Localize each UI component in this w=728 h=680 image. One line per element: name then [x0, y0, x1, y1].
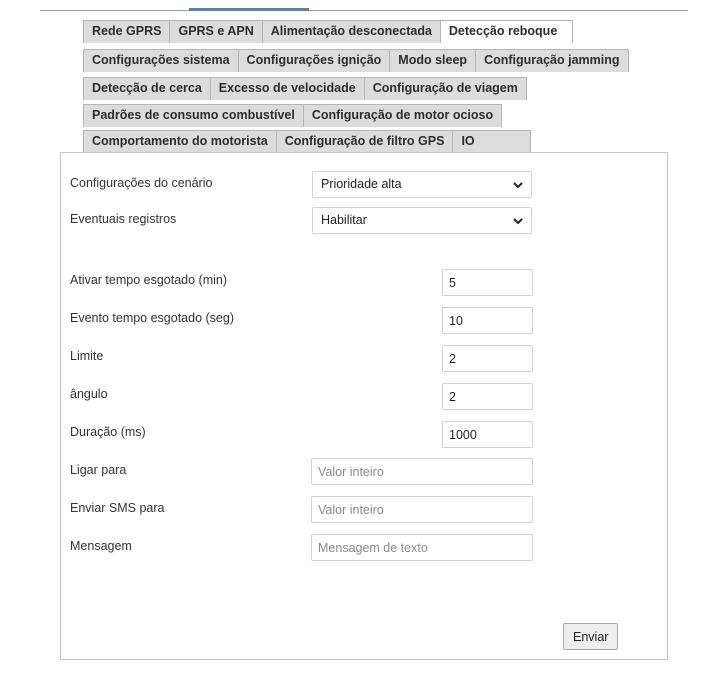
activation-timeout-label: Ativar tempo esgotado (min) — [70, 273, 228, 287]
top-divider — [40, 10, 688, 11]
tab-deteccao-reboque[interactable]: Detecção reboque — [440, 20, 573, 43]
scenario-select-value: Prioridade alta — [321, 177, 402, 191]
call-label: Ligar para — [70, 463, 127, 477]
submit-button[interactable]: Enviar — [563, 623, 618, 650]
sms-label: Enviar SMS para — [70, 501, 165, 515]
tab-gprs-apn[interactable]: GPRS e APN — [169, 20, 262, 43]
tab-deteccao-cerca[interactable]: Detecção de cerca — [83, 77, 211, 100]
records-select[interactable] — [312, 207, 532, 234]
event-timeout-label: Evento tempo esgotado (seg) — [70, 311, 234, 325]
tab-io[interactable]: IO — [452, 130, 531, 153]
activation-timeout-input[interactable] — [442, 269, 533, 296]
duration-label: Duração (ms) — [70, 425, 146, 439]
limit-input[interactable] — [442, 345, 533, 372]
tab-row-3 — [83, 77, 526, 100]
scenario-label: Configurações do cenário — [70, 176, 213, 190]
tab-configuracao-viagem[interactable]: Configuração de viagem — [364, 77, 527, 100]
records-select-value: Habilitar — [321, 213, 367, 227]
angle-input[interactable] — [442, 383, 533, 410]
tab-configuracoes-sistema[interactable]: Configurações sistema — [83, 49, 239, 72]
message-label: Mensagem — [70, 539, 132, 553]
limit-label: Limite — [70, 349, 104, 363]
call-input[interactable] — [311, 458, 533, 485]
tab-excesso-velocidade[interactable]: Excesso de velocidade — [210, 77, 365, 100]
angle-label: ângulo — [70, 387, 108, 401]
records-label: Eventuais registros — [70, 212, 177, 226]
chevron-down-icon — [511, 214, 525, 228]
chevron-down-icon — [511, 178, 525, 192]
tab-filtro-gps[interactable]: Configuração de filtro GPS — [276, 130, 454, 153]
message-input[interactable] — [311, 534, 533, 561]
tab-row-1 — [83, 20, 572, 43]
tab-configuracao-jamming[interactable]: Configuração jamming — [475, 49, 628, 72]
event-timeout-input[interactable] — [442, 307, 533, 334]
tab-comportamento-motorista[interactable]: Comportamento do motorista — [83, 130, 277, 153]
tab-row-5 — [83, 130, 530, 153]
scenario-select[interactable] — [312, 171, 532, 198]
sms-input[interactable] — [311, 496, 533, 523]
tab-row-2 — [83, 49, 628, 72]
tab-rede-gprs[interactable]: Rede GPRS — [83, 20, 170, 43]
tab-motor-ocioso[interactable]: Configuração de motor ocioso — [303, 104, 502, 127]
tab-modo-sleep[interactable]: Modo sleep — [389, 49, 476, 72]
tab-alimentacao-desconectada[interactable]: Alimentação desconectada — [262, 20, 441, 43]
tab-padroes-consumo[interactable]: Padrões de consumo combustível — [83, 104, 304, 127]
tab-configuracoes-ignicao[interactable]: Configurações ignição — [238, 49, 391, 72]
duration-input[interactable] — [442, 421, 533, 448]
top-accent-bar — [189, 8, 309, 11]
tab-row-4 — [83, 104, 501, 127]
